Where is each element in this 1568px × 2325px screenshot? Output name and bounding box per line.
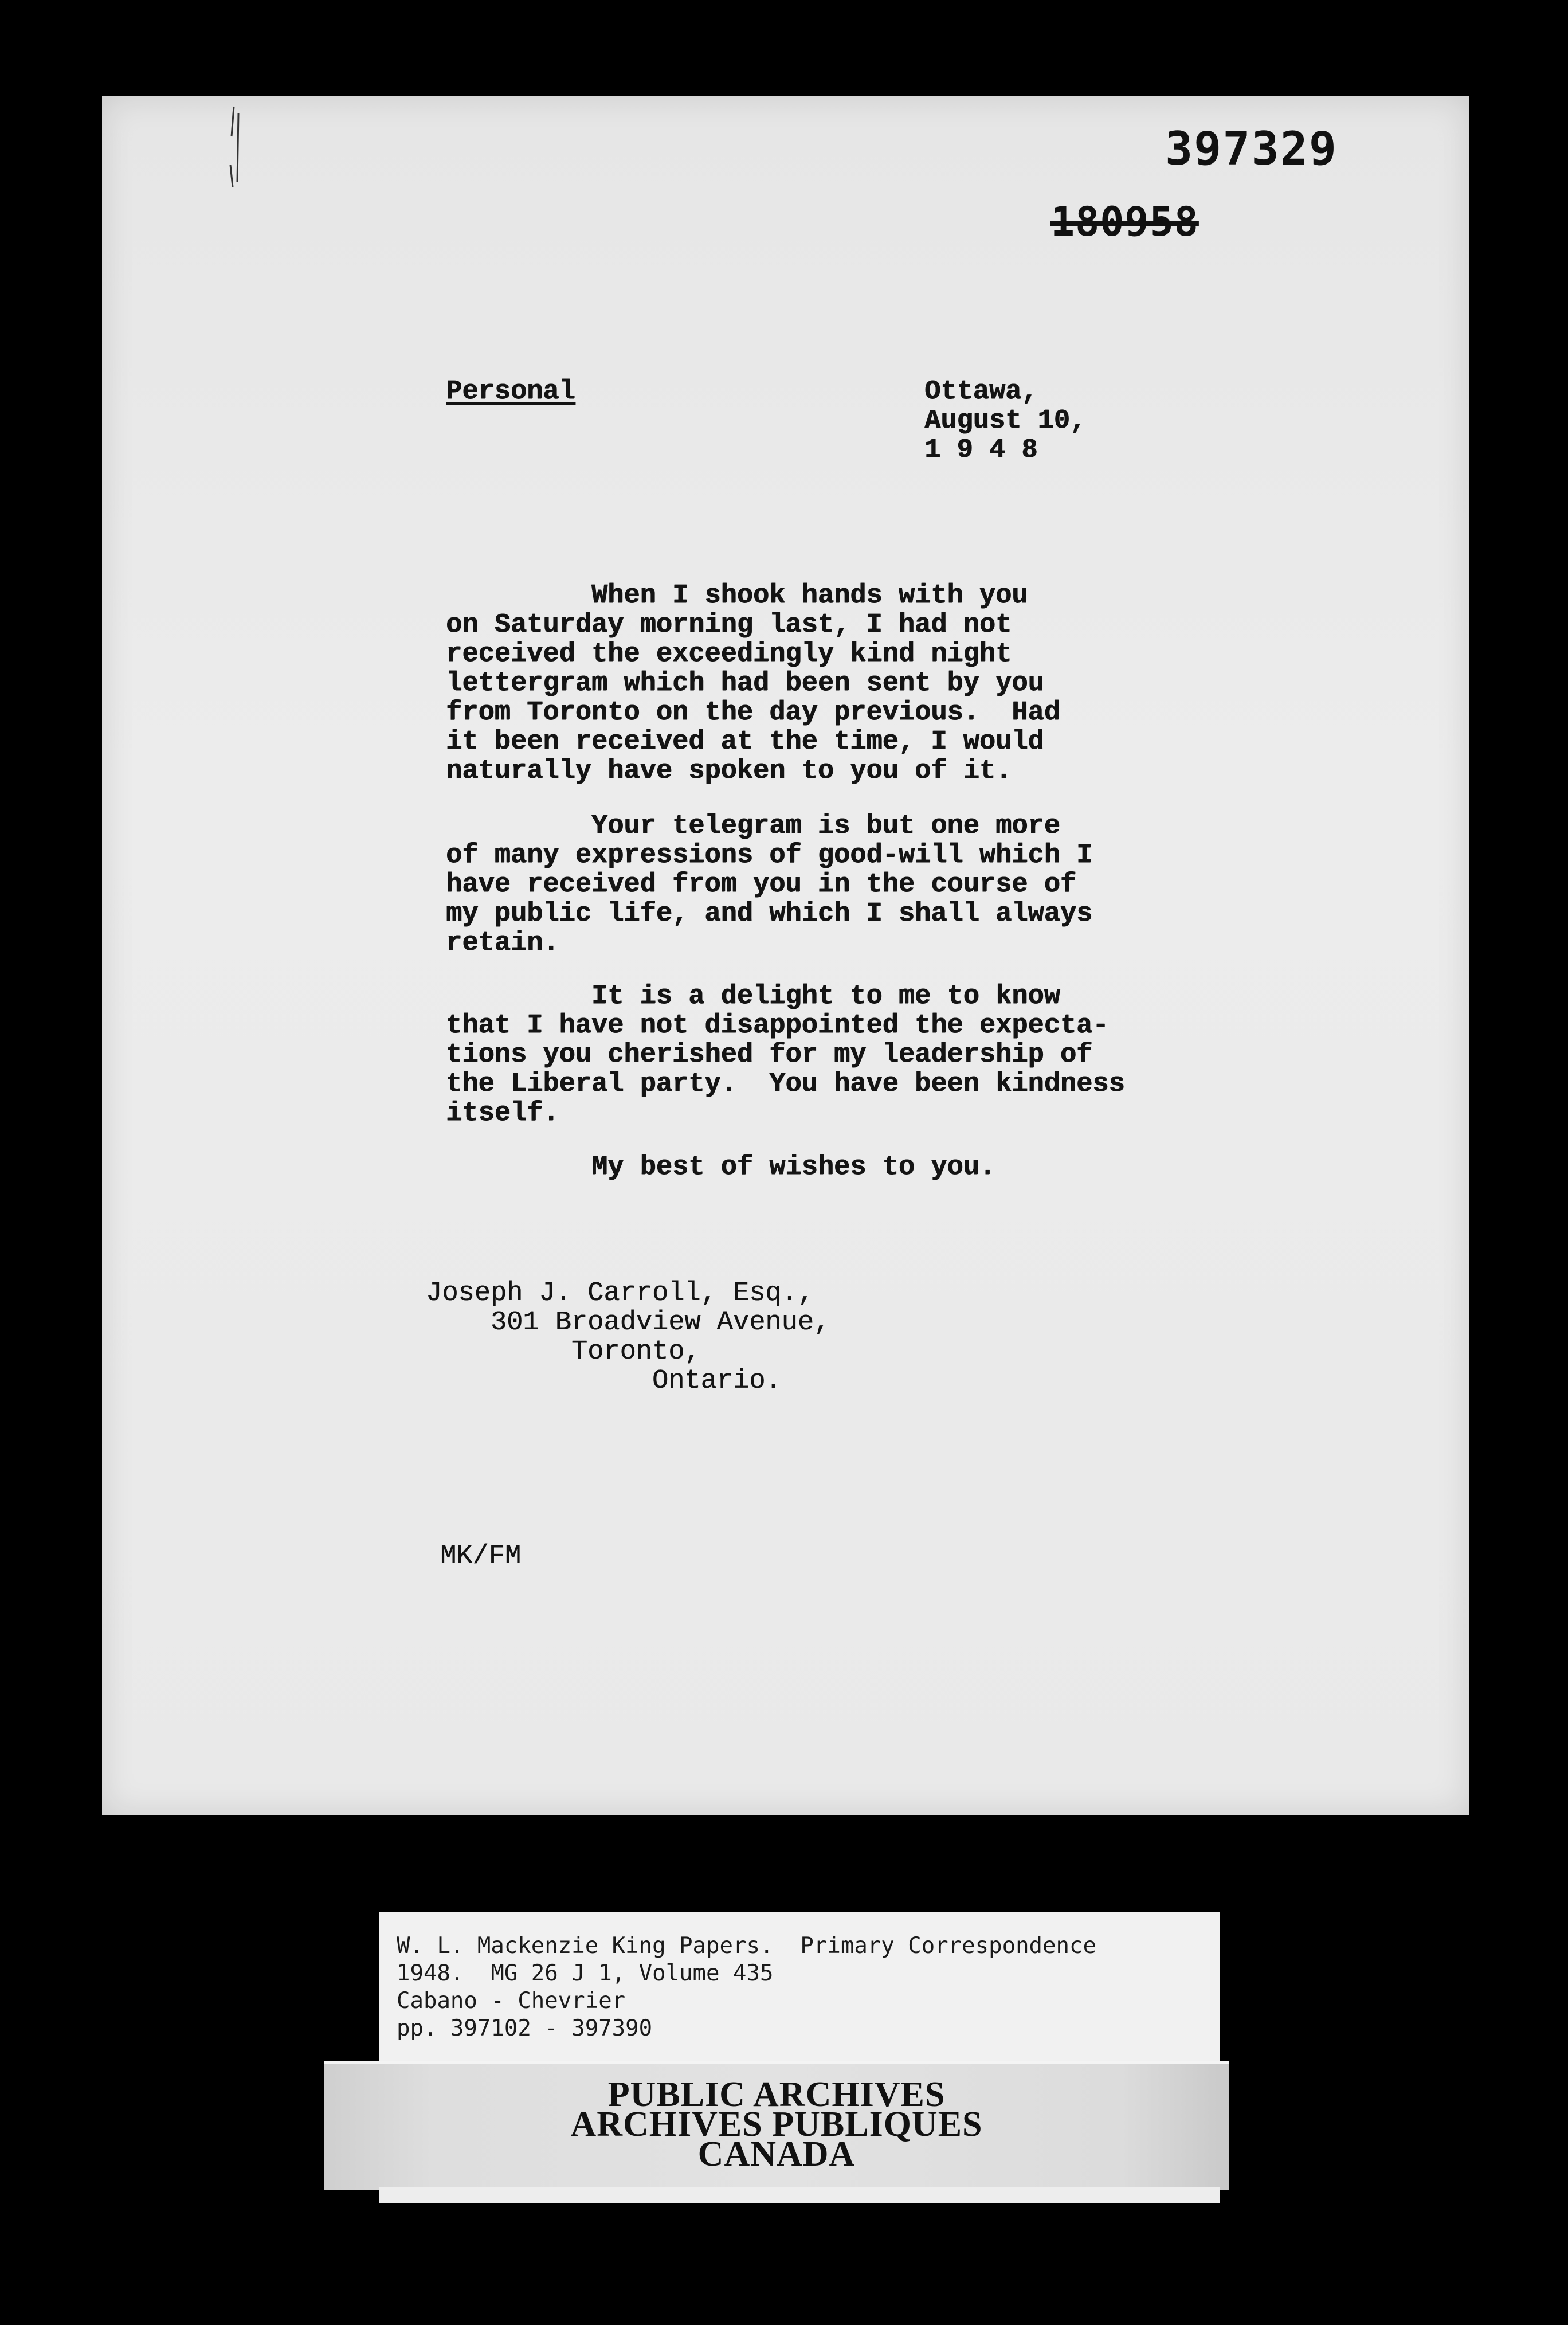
card-bottom-edge [379,2187,1220,2203]
letter-closing: My best of wishes to you. [446,1152,995,1183]
letter-page [102,96,1469,1815]
letter-paragraph: When I shook hands with you on Saturday morning last, I had not received the exceedingly kind night lettergram which had been sent by you from Toronto on the day previous. Had it been received at the time, I would naturally have spoken to you of it. [446,581,1060,786]
stamp-line-2: ARCHIVES PUBLIQUES [570,2105,983,2144]
archives-stamp-text [324,2075,1229,2174]
archives-stamp [324,2061,1229,2190]
typist-initials: MK/FM [440,1541,522,1572]
stamp-line-3: CANADA [697,2135,856,2174]
stamp-line-1: PUBLIC ARCHIVES [607,2075,946,2114]
letter-paragraph: It is a delight to me to know that I have not disappointed the expecta- tions you cherished for my leadership of the Liberal party. You have been kindness itself. [446,981,1125,1129]
document-number: 397329 [1165,122,1338,175]
letter-paragraph: Your telegram is but one more of many expressions of good-will which I have received from you in the course of my public life, and which I shall always retain. [446,811,1093,958]
dateline: Ottawa, August 10, 1 9 4 8 [924,377,1087,465]
catalog-reference: W. L. Mackenzie King Papers. Primary Correspondence 1948. MG 26 J 1, Volume 435 Cabano - Chevrier pp. 397102 - 397390 [397,1933,1096,2041]
recipient-address: Joseph J. Carroll, Esq., 301 Broadview Avenue, Toronto, Ontario. [426,1278,830,1396]
personal-heading: Personal [446,377,575,407]
hole-punch-mark [227,102,244,188]
catalog-card [379,1912,1220,2084]
crossed-out-number: 180958 [1050,198,1199,245]
